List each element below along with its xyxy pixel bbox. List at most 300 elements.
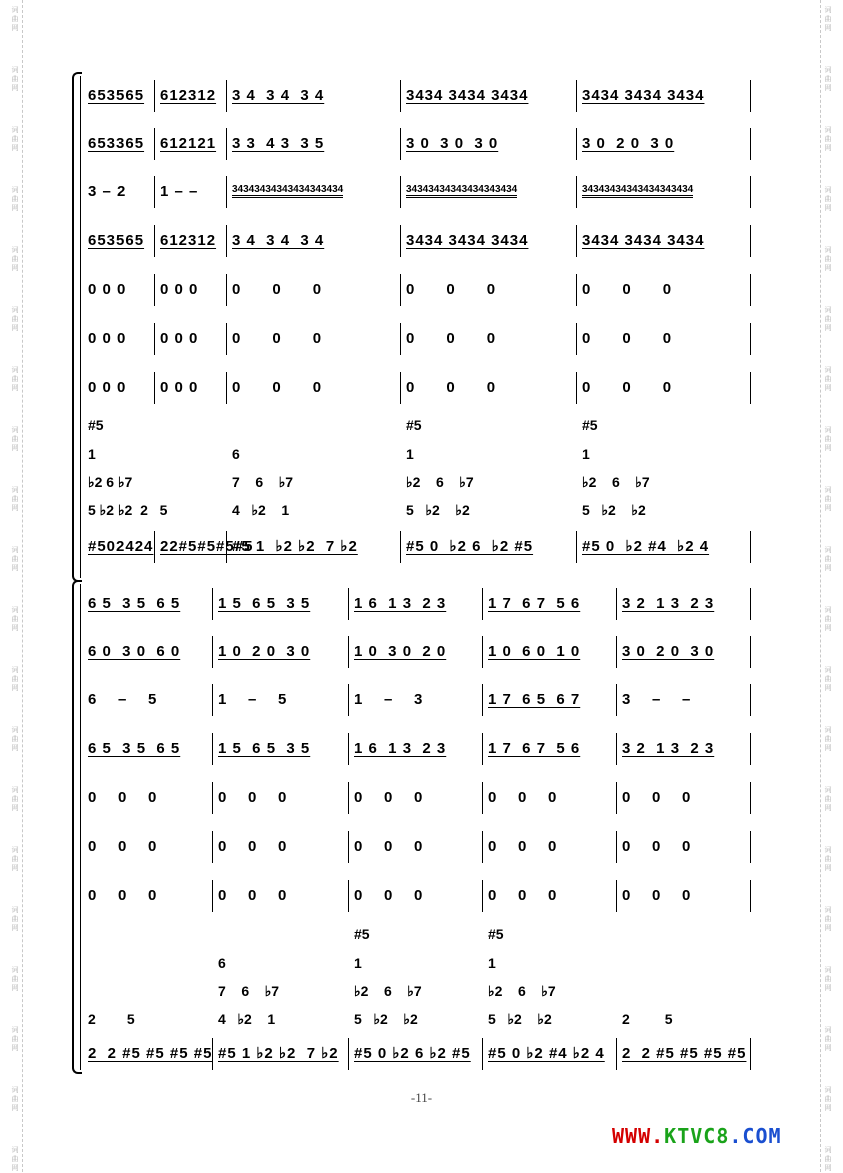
measure <box>88 831 208 861</box>
measure <box>582 176 746 206</box>
barline <box>154 225 155 257</box>
chord-notes: ♭2 6 ♭7 <box>488 983 556 999</box>
watermark-text: 词 曲 网 <box>11 967 19 992</box>
score-system <box>74 72 754 582</box>
measure <box>88 733 208 763</box>
barline <box>750 128 751 160</box>
measure <box>218 831 344 861</box>
watermark-text: 词 曲 网 <box>824 487 832 512</box>
note-group: 1 5 6 5 3 5 <box>218 739 311 757</box>
watermark-text: 词 曲 网 <box>11 427 19 452</box>
chord-notes: 5 ♭2 ♭2 <box>406 502 470 518</box>
measure <box>88 782 208 812</box>
measure <box>582 531 746 561</box>
measure <box>218 684 344 714</box>
barline <box>750 733 751 765</box>
note-group: 6 – 5 <box>88 690 158 708</box>
barline <box>576 531 577 563</box>
barline <box>750 80 751 112</box>
barline <box>482 588 483 620</box>
note-group: 6 0 3 0 6 0 <box>88 642 181 660</box>
barline <box>400 128 401 160</box>
chord-notes: 6 <box>232 446 240 462</box>
barline <box>616 588 617 620</box>
chord-notes: 5 ♭2 ♭2 <box>488 1011 552 1027</box>
measure <box>232 531 396 561</box>
note-group: 3434 3434 3434 <box>406 231 529 249</box>
measure <box>406 80 572 110</box>
watermark-text: 词 曲 网 <box>11 367 19 392</box>
measure <box>218 880 344 910</box>
note-group: 612312 <box>160 231 217 249</box>
staff-line <box>84 733 754 763</box>
barline <box>616 684 617 716</box>
measure <box>488 782 612 812</box>
barline <box>226 80 227 112</box>
staff-line <box>84 128 754 158</box>
chord-notes: ♭2 6 ♭7 <box>88 474 133 490</box>
measure <box>582 323 746 353</box>
measure <box>406 323 572 353</box>
barline <box>750 531 751 563</box>
note-group: 1 – 5 <box>218 690 288 708</box>
watermark-text: 词 曲 网 <box>824 667 832 692</box>
chord-voice-row <box>84 955 754 977</box>
measure <box>218 733 344 763</box>
note-group: 0 0 0 <box>88 788 158 806</box>
barline <box>616 782 617 814</box>
barline <box>616 880 617 912</box>
watermark-text: 词 曲 网 <box>824 7 832 32</box>
barline <box>482 831 483 863</box>
note-group: 0 0 0 <box>488 837 558 855</box>
note-group: #5 0 ♭2 #4 ♭2 4 <box>488 1045 605 1062</box>
note-group: 0 0 0 <box>354 886 424 904</box>
chord-notes: 1 <box>582 446 590 462</box>
note-group: #5 0 ♭2 6 ♭2 #5 <box>406 538 534 555</box>
staff-line <box>84 80 754 110</box>
chord-voice-row <box>84 474 754 496</box>
measure <box>88 684 208 714</box>
barline <box>348 831 349 863</box>
watermark-text: 词 曲 网 <box>11 607 19 632</box>
barline <box>154 323 155 355</box>
watermark-text: 词 曲 网 <box>824 607 832 632</box>
barline <box>750 274 751 306</box>
note-group: 0 0 0 <box>622 788 692 806</box>
barline <box>576 176 577 208</box>
watermark-text: 词 曲 网 <box>824 847 832 872</box>
barline <box>616 733 617 765</box>
note-group: 3 4 3 4 3 4 <box>232 231 325 249</box>
note-group: 1 7 6 7 5 6 <box>488 739 581 757</box>
barline <box>750 323 751 355</box>
watermark-text: 词 曲 网 <box>11 487 19 512</box>
measure <box>88 274 150 304</box>
note-group: 3 4 3 4 3 4 <box>232 86 325 104</box>
note-group: 3 – 2 <box>88 182 127 200</box>
measure <box>582 274 746 304</box>
chord-notes: #5 <box>406 417 422 433</box>
note-group: #5 1 ♭2 ♭2 7 ♭2 <box>232 538 358 555</box>
measure <box>218 782 344 812</box>
measure <box>488 880 612 910</box>
barline <box>482 880 483 912</box>
watermark-text: 词 曲 网 <box>11 127 19 152</box>
chord-notes: 5 ♭2 ♭2 2 5 <box>88 502 168 518</box>
watermark-text: 词 曲 网 <box>824 127 832 152</box>
barline <box>616 636 617 668</box>
watermark-text: 词 曲 网 <box>824 967 832 992</box>
watermark-text: 词 曲 网 <box>824 1147 832 1172</box>
chord-notes: 7 6 ♭7 <box>232 474 294 490</box>
note-group: 0 0 0 <box>406 378 497 396</box>
measure <box>232 323 396 353</box>
note-group: #5 0 ♭2 #4 ♭2 4 <box>582 538 710 555</box>
note-group: 1 0 3 0 2 0 <box>354 642 447 660</box>
barline <box>154 531 155 563</box>
measure <box>160 372 222 402</box>
note-group: 0 0 0 <box>582 329 673 347</box>
barline <box>576 225 577 257</box>
measure <box>622 684 746 714</box>
barline <box>482 1038 483 1070</box>
barline <box>750 831 751 863</box>
note-group: 0 0 0 <box>218 886 288 904</box>
watermark-text: 词 曲 网 <box>824 307 832 332</box>
barline <box>226 323 227 355</box>
measure <box>232 372 396 402</box>
measure <box>160 531 254 561</box>
staff-line <box>84 782 754 812</box>
measure <box>160 323 222 353</box>
note-group: 0 0 0 <box>354 837 424 855</box>
barline <box>400 176 401 208</box>
measure <box>406 128 572 158</box>
barline <box>576 323 577 355</box>
site-logo: WWW.KTVC8.COM <box>612 1124 782 1148</box>
note-group: 3 2 1 3 2 3 <box>622 739 715 757</box>
note-group: 1 6 1 3 2 3 <box>354 594 447 612</box>
note-group: 3434 3434 3434 <box>582 231 705 249</box>
note-group: 0 0 0 <box>582 378 673 396</box>
barline <box>348 1038 349 1070</box>
barline <box>212 1038 213 1070</box>
note-group: 0 0 0 <box>88 378 127 396</box>
measure <box>218 636 344 666</box>
note-group: #5 0 ♭2 6 ♭2 #5 <box>354 1045 471 1062</box>
barline <box>212 782 213 814</box>
system-bracket-line <box>80 584 81 1070</box>
note-group: 6 5 3 5 6 5 <box>88 594 181 612</box>
note-group: 0 0 0 <box>88 837 158 855</box>
note-group: 1 5 6 5 3 5 <box>218 594 311 612</box>
chord-notes: 5 ♭2 ♭2 <box>354 1011 418 1027</box>
note-group: 0 0 0 <box>160 329 199 347</box>
watermark-text: 词 曲 网 <box>824 907 832 932</box>
measure <box>582 225 746 255</box>
staff-line <box>84 1038 754 1068</box>
measure <box>488 831 612 861</box>
chord-notes: ♭2 6 ♭7 <box>582 474 650 490</box>
note-group: 653365 <box>88 134 145 152</box>
watermark-text: 词 曲 网 <box>11 307 19 332</box>
barline <box>212 588 213 620</box>
staff-line <box>84 684 754 714</box>
watermark-text: 词 曲 网 <box>11 907 19 932</box>
note-group: 0 0 0 <box>622 837 692 855</box>
note-group: 34343434343434343434 <box>406 184 517 198</box>
note-group: 0 0 0 <box>88 329 127 347</box>
measure <box>354 831 478 861</box>
note-group: 1 0 6 0 1 0 <box>488 642 581 660</box>
barline <box>226 225 227 257</box>
note-group: 34343434343434343434 <box>582 184 693 198</box>
watermark-text: 词 曲 网 <box>824 727 832 752</box>
measure <box>354 636 478 666</box>
watermark-text: 词 曲 网 <box>824 67 832 92</box>
barline <box>154 274 155 306</box>
watermark-text: 词 曲 网 <box>11 1087 19 1112</box>
chord-notes: 4 ♭2 1 <box>232 502 290 518</box>
note-group: 3 – – <box>622 690 692 708</box>
measure <box>354 782 478 812</box>
barline <box>154 80 155 112</box>
staff-line <box>84 323 754 353</box>
measure <box>88 531 154 561</box>
note-group: 0 0 0 <box>406 329 497 347</box>
watermark-text: 词 曲 网 <box>11 667 19 692</box>
watermark-text: 词 曲 网 <box>824 547 832 572</box>
barline <box>482 733 483 765</box>
watermark-text: 词 曲 网 <box>11 787 19 812</box>
note-group: 0 0 0 <box>406 280 497 298</box>
barline <box>750 684 751 716</box>
barline <box>226 274 227 306</box>
watermark-text: 词 曲 网 <box>824 367 832 392</box>
watermark-text: 词 曲 网 <box>11 1147 19 1172</box>
note-group: 0 0 0 <box>218 788 288 806</box>
measure <box>622 831 746 861</box>
note-group: 0 0 0 <box>232 329 323 347</box>
measure <box>88 176 150 206</box>
barline <box>400 372 401 404</box>
note-group: 0 0 0 <box>622 886 692 904</box>
right-margin-strip <box>820 0 835 1172</box>
barline <box>400 531 401 563</box>
measure <box>88 588 208 618</box>
barline <box>348 636 349 668</box>
staff-line <box>84 531 754 561</box>
measure <box>160 225 222 255</box>
barline <box>616 1038 617 1070</box>
note-group: #5 1 ♭2 ♭2 7 ♭2 <box>218 1045 339 1062</box>
barline <box>750 588 751 620</box>
measure <box>406 225 572 255</box>
measure <box>488 636 612 666</box>
measure <box>232 128 396 158</box>
barline <box>750 1038 751 1070</box>
staff-line <box>84 176 754 206</box>
note-group: 3 0 3 0 3 0 <box>406 134 499 152</box>
measure <box>622 636 746 666</box>
watermark-text: 词 曲 网 <box>11 187 19 212</box>
note-group: 0 0 0 <box>582 280 673 298</box>
measure <box>354 1038 478 1068</box>
note-group: 0 0 0 <box>488 886 558 904</box>
chord-notes: 2 5 <box>622 1011 673 1027</box>
note-group: 3 2 1 3 2 3 <box>622 594 715 612</box>
note-group: 3 3 4 3 3 5 <box>232 134 325 152</box>
barline <box>616 831 617 863</box>
measure <box>406 176 572 206</box>
barline <box>400 80 401 112</box>
barline <box>576 128 577 160</box>
barline <box>400 225 401 257</box>
staff-line <box>84 274 754 304</box>
chord-notes: 1 <box>354 955 362 971</box>
note-group: 1 7 6 5 6 7 <box>488 690 581 708</box>
barline <box>348 684 349 716</box>
measure <box>582 80 746 110</box>
note-group: 34343434343434343434 <box>232 184 343 198</box>
measure <box>354 733 478 763</box>
chord-voice-row <box>84 502 754 524</box>
note-group: 1 – – <box>160 182 199 200</box>
measure <box>406 531 572 561</box>
barline <box>750 782 751 814</box>
barline <box>482 684 483 716</box>
note-group: 0 0 0 <box>488 788 558 806</box>
chord-voice-row <box>84 1011 754 1033</box>
note-group: 612312 <box>160 86 217 104</box>
measure <box>88 323 150 353</box>
staff-line <box>84 225 754 255</box>
barline <box>154 176 155 208</box>
watermark-text: 词 曲 网 <box>824 1087 832 1112</box>
barline <box>212 733 213 765</box>
barline <box>348 880 349 912</box>
note-group: 653565 <box>88 231 145 249</box>
note-group: 0 0 0 <box>218 837 288 855</box>
barline <box>750 880 751 912</box>
barline <box>576 80 577 112</box>
barline <box>226 128 227 160</box>
note-group: 0 0 0 <box>232 378 323 396</box>
measure <box>488 684 612 714</box>
chord-voice-row <box>84 926 754 948</box>
barline <box>576 274 577 306</box>
barline <box>576 372 577 404</box>
measure <box>488 588 612 618</box>
barline <box>750 636 751 668</box>
note-group: 1 6 1 3 2 3 <box>354 739 447 757</box>
page-number: -11- <box>410 1090 433 1105</box>
chord-notes: #5 <box>354 926 370 942</box>
measure <box>622 880 746 910</box>
note-group: 3 0 2 0 3 0 <box>622 642 715 660</box>
watermark-text: 词 曲 网 <box>11 727 19 752</box>
chord-notes: ♭2 6 ♭7 <box>354 983 422 999</box>
note-group: 3434 3434 3434 <box>406 86 529 104</box>
measure <box>160 176 222 206</box>
measure <box>354 880 478 910</box>
chord-notes: 1 <box>488 955 496 971</box>
measure <box>488 1038 612 1068</box>
barline <box>154 372 155 404</box>
watermark-text: 词 曲 网 <box>824 787 832 812</box>
note-group: 2 2 #5 #5 #5 #5 <box>622 1044 747 1062</box>
barline <box>212 684 213 716</box>
measure <box>232 274 396 304</box>
barline <box>750 176 751 208</box>
barline <box>212 831 213 863</box>
measure <box>88 1038 213 1068</box>
measure <box>622 782 746 812</box>
note-group: 612121 <box>160 134 217 152</box>
staff-line <box>84 831 754 861</box>
note-group: 653565 <box>88 86 145 104</box>
chord-notes: ♭2 6 ♭7 <box>406 474 474 490</box>
watermark-text: 词 曲 网 <box>11 7 19 32</box>
note-group: 3434 3434 3434 <box>582 86 705 104</box>
measure <box>160 274 222 304</box>
measure <box>354 684 478 714</box>
note-group: 1 0 2 0 3 0 <box>218 642 311 660</box>
barline <box>348 588 349 620</box>
chord-notes: 7 6 ♭7 <box>218 983 280 999</box>
measure <box>488 733 612 763</box>
measure <box>232 176 396 206</box>
watermark-text: 词 曲 网 <box>11 247 19 272</box>
note-group: 0 0 0 <box>88 280 127 298</box>
measure <box>354 588 478 618</box>
watermark-text: 词 曲 网 <box>11 547 19 572</box>
chord-notes: 2 5 <box>88 1011 135 1027</box>
note-group: 2 2 #5 #5 #5 #5 <box>88 1044 213 1062</box>
note-group: 0 0 0 <box>354 788 424 806</box>
measure <box>406 372 572 402</box>
chord-notes: 1 <box>88 446 96 462</box>
staff-line <box>84 636 754 666</box>
note-group: 1 7 6 7 5 6 <box>488 594 581 612</box>
measure <box>406 274 572 304</box>
watermark-text: 词 曲 网 <box>824 247 832 272</box>
note-group: 0 0 0 <box>160 378 199 396</box>
note-group: 0 0 0 <box>232 280 323 298</box>
chord-notes: 1 <box>406 446 414 462</box>
staff-line <box>84 880 754 910</box>
measure <box>88 128 150 158</box>
chord-notes: #5 <box>582 417 598 433</box>
chord-voice-row <box>84 417 754 439</box>
barline <box>482 782 483 814</box>
measure <box>88 880 208 910</box>
barline <box>226 531 227 563</box>
barline <box>212 880 213 912</box>
note-group: 0 0 0 <box>88 886 158 904</box>
watermark-text: 词 曲 网 <box>11 1027 19 1052</box>
measure <box>622 1038 746 1068</box>
measure <box>88 80 150 110</box>
note-group: #502424 <box>88 537 154 555</box>
measure <box>232 80 396 110</box>
measure <box>582 372 746 402</box>
chord-notes: 5 ♭2 ♭2 <box>582 502 646 518</box>
note-group: 6 5 3 5 6 5 <box>88 739 181 757</box>
barline <box>750 372 751 404</box>
chord-notes: #5 <box>88 417 104 433</box>
